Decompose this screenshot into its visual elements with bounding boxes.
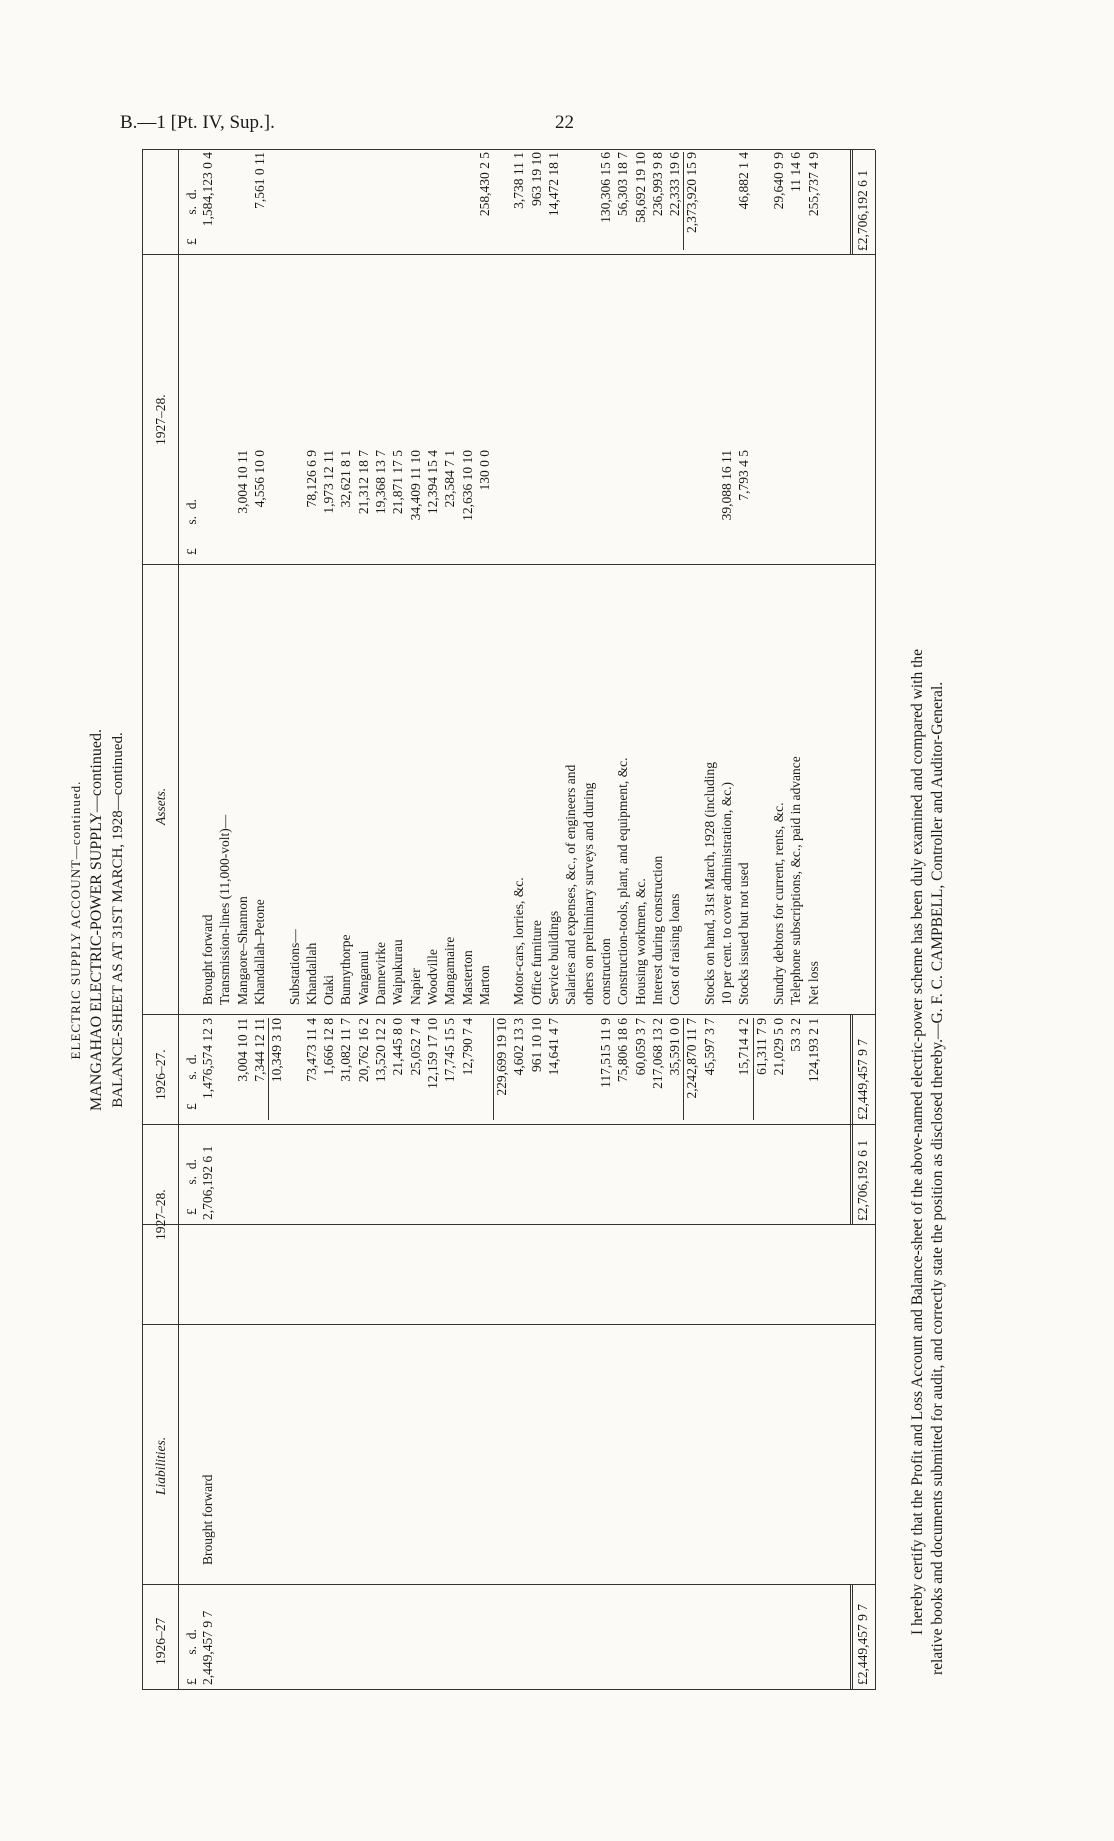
asset-label: Cost of raising loans <box>667 893 683 1005</box>
asset-label: Marton <box>476 965 492 1005</box>
asset-inner-amount: 3,004 10 11 <box>234 450 250 514</box>
asset-prev-amount: 45,597 3 7 <box>701 1018 717 1076</box>
asset-label: Dannevirke <box>373 942 388 1005</box>
asset-prev-amount: 3,004 10 11 <box>234 1018 250 1082</box>
balance-sheet-title: BALANCE-SHEET AS AT 31ST MARCH, 1928—continued. <box>110 732 126 1108</box>
asset-curr-amount: 14,472 18 1 <box>546 152 561 217</box>
asset-curr-total: £2,706,192 6 1 <box>855 170 870 251</box>
asset-prev-amount: 31,082 11 7 <box>338 1018 354 1082</box>
certification-line-1: I hereby certify that the Profit and Loss Account and Balance-sheet of the above-named electric-power scheme has been duly examined and compared with the <box>909 648 926 1635</box>
asset-inner-amount: 34,409 11 10 <box>407 450 423 521</box>
asset-inner-amount: 130 0 0 <box>476 450 492 491</box>
subtotal-rule <box>683 152 684 250</box>
asset-inner-amount: 78,126 6 9 <box>303 450 319 508</box>
asset-inner-amount: 12,636 10 10 <box>459 450 475 521</box>
table-right-rule <box>142 149 875 150</box>
liab-brought-forward: Brought forward <box>200 1474 215 1565</box>
col-rule <box>142 254 875 255</box>
col-header-asset-curr: 1927–28. <box>153 394 168 445</box>
asset-inner-amount: 19,368 13 7 <box>373 450 388 515</box>
asset-inner-amount: 23,584 7 1 <box>442 450 458 508</box>
asset-inner-amount: 21,312 18 7 <box>355 450 371 515</box>
asset-label: Wanganui <box>355 950 371 1005</box>
asset-label: Khandallah <box>303 942 319 1005</box>
asset-prev-amount: 1,666 12 8 <box>321 1018 337 1076</box>
total-rule <box>850 150 853 255</box>
asset-curr-amount: 2,373,920 15 9 <box>684 152 700 233</box>
asset-label: Bunnythorpe <box>338 934 354 1005</box>
asset-prev-amount: 13,520 12 2 <box>373 1018 388 1083</box>
asset-label: Stocks issued but not used <box>736 862 752 1005</box>
asset-label: Sundry debtors for current, rents, &c. <box>770 802 786 1005</box>
asset-curr-amount: 130,306 15 6 <box>597 152 613 223</box>
asset-label: Service buildings <box>546 910 561 1005</box>
asset-label: Net loss <box>805 961 821 1005</box>
asset-curr-amount: 58,692 19 10 <box>632 152 648 223</box>
asset-label: Woodville <box>424 949 440 1005</box>
col-header-liabilities: Liabilities. <box>153 1436 168 1495</box>
asset-prev-amount: 7,344 12 11 <box>251 1018 267 1082</box>
asset-prev-amount: 10,349 3 10 <box>269 1018 285 1083</box>
currency-heading: £ s. d. <box>184 1159 199 1215</box>
asset-curr-amount: 46,882 1 4 <box>736 152 752 210</box>
currency-heading: £ s. d. <box>184 189 199 245</box>
asset-prev-amount: 4,602 13 3 <box>511 1018 527 1076</box>
col-header-assets: Assets. <box>153 787 168 825</box>
asset-curr-amount: 963 19 10 <box>528 152 544 206</box>
asset-prev-amount: 17,745 15 5 <box>442 1018 458 1083</box>
liab-prev-total: £2,449,457 9 7 <box>855 1604 870 1685</box>
asset-curr-amount: 3,738 11 1 <box>511 152 527 209</box>
col-rule <box>142 564 875 565</box>
asset-label: Khandallah–Petone <box>251 899 267 1005</box>
total-rule <box>850 1015 853 1125</box>
asset-label: construction <box>597 938 613 1005</box>
asset-curr-amount: 22,333 19 6 <box>667 152 683 217</box>
rotated-balance-sheet <box>60 95 1060 1695</box>
asset-label: Housing workmen, &c. <box>632 878 648 1005</box>
page-number: 22 <box>555 112 574 133</box>
asset-curr-amount: 56,303 18 7 <box>615 152 631 217</box>
asset-curr-amount: 7,561 0 11 <box>251 152 267 209</box>
page-header-reference: B.—1 [Pt. IV, Sup.]. <box>120 112 275 133</box>
asset-prev-amount: 21,445 8 0 <box>390 1018 406 1076</box>
currency-heading: £ s. d. <box>184 499 199 555</box>
asset-prev-amount: 124,193 2 1 <box>805 1018 821 1083</box>
asset-label: Stocks on hand, 31st March, 1928 (including <box>701 762 717 1005</box>
asset-prev-amount: 61,311 7 9 <box>753 1018 769 1075</box>
asset-label: others on preliminary surveys and during <box>580 782 596 1005</box>
asset-prev-amount: 25,052 7 4 <box>407 1018 423 1076</box>
asset-label: Brought forward <box>200 914 215 1005</box>
header-rule <box>178 150 179 1690</box>
asset-curr-amount: 236,993 9 8 <box>649 152 665 217</box>
total-rule <box>850 1585 853 1690</box>
asset-prev-amount: 2,242,870 11 7 <box>684 1018 700 1099</box>
asset-inner-amount: 4,556 10 0 <box>251 450 267 508</box>
asset-label: Motor-cars, lorries, &c. <box>511 877 527 1005</box>
asset-prev-amount: 14,641 4 7 <box>546 1018 561 1076</box>
asset-inner-amount: 39,088 16 11 <box>719 450 734 521</box>
asset-prev-total: £2,449,457 9 7 <box>855 1039 870 1120</box>
asset-curr-amount: 1,584,123 0 4 <box>200 152 215 227</box>
subtotal-rule <box>493 1018 494 1120</box>
asset-prev-amount: 75,806 18 6 <box>615 1018 631 1083</box>
scheme-title: MANGAHAO ELECTRIC-POWER SUPPLY—continued. <box>88 729 105 1111</box>
asset-prev-amount: 60,059 3 7 <box>632 1018 648 1076</box>
subtotal-rule <box>683 1018 684 1120</box>
asset-prev-amount: 12,159 17 10 <box>424 1018 440 1089</box>
subtotal-rule <box>753 1018 754 1120</box>
asset-prev-amount: 217,068 13 2 <box>649 1018 665 1089</box>
asset-inner-amount: 21,871 17 5 <box>390 450 406 515</box>
asset-inner-amount: 7,793 4 5 <box>736 450 752 501</box>
asset-prev-amount: 961 10 10 <box>528 1018 544 1072</box>
asset-prev-amount: 73,473 11 4 <box>303 1018 319 1082</box>
subtotal-rule <box>268 1018 269 1120</box>
asset-label: Construction-tools, plant, and equipment, &c. <box>615 757 631 1005</box>
asset-inner-amount: 1,973 12 11 <box>321 450 337 514</box>
asset-curr-amount: 258,430 2 5 <box>476 152 492 217</box>
asset-prev-amount: 20,762 16 2 <box>355 1018 371 1083</box>
asset-prev-amount: 35,591 0 0 <box>667 1018 683 1076</box>
asset-prev-amount: 1,476,574 12 3 <box>200 1018 215 1099</box>
asset-inner-amount: 12,394 15 4 <box>424 450 440 515</box>
currency-heading: £ s. d. <box>184 1054 199 1110</box>
certification-line-2: relative books and documents submitted for audit, and correctly state the position as disclosed thereby.—G. F. C. CAMPBELL, Controller and Auditor-General. <box>929 681 946 1675</box>
liab-curr-amount: 2,706,192 6 1 <box>200 1145 215 1220</box>
asset-label: 10 per cent. to cover administration, &c.) <box>719 781 734 1005</box>
table-bottom-rule <box>875 150 876 1690</box>
table-top-rule <box>142 150 143 1690</box>
table-left-rule <box>142 1689 875 1690</box>
col-rule <box>142 1014 875 1015</box>
total-rule <box>850 1125 853 1225</box>
asset-curr-amount: 11 14 6 <box>788 152 804 192</box>
asset-prev-amount: 15,714 4 2 <box>736 1018 752 1076</box>
asset-label: Otaki <box>321 975 337 1005</box>
asset-label: Salaries and expenses, &c., of engineers and <box>563 764 579 1005</box>
asset-label: Mangaore–Shannon <box>234 896 250 1005</box>
col-rule <box>142 1224 875 1225</box>
asset-label: Masterton <box>459 950 475 1005</box>
asset-label: Napier <box>407 968 423 1005</box>
account-title: ELECTRIC SUPPLY ACCOUNT—continued. <box>68 780 83 1060</box>
asset-label: Transmission-lines (11,000-volt)— <box>217 814 233 1005</box>
col-header-asset-prev: 1926–27. <box>153 1049 168 1100</box>
asset-label: Office furniture <box>528 920 544 1005</box>
col-header-liab-prev: 1926–27 <box>153 1617 168 1665</box>
currency-heading: £ s. d. <box>184 1629 199 1685</box>
asset-prev-amount: 117,515 11 9 <box>597 1018 613 1088</box>
col-rule <box>142 1584 875 1585</box>
asset-prev-amount: 53 3 2 <box>788 1018 804 1052</box>
asset-label: Telephone subscriptions, &c., paid in advance <box>788 756 804 1005</box>
col-rule <box>142 1324 875 1325</box>
col-header-liab-curr: 1927–28. <box>153 1189 168 1240</box>
liab-curr-total: £2,706,192 6 1 <box>855 1140 870 1221</box>
asset-prev-amount: 12,790 7 4 <box>459 1018 475 1076</box>
col-rule <box>142 1124 875 1125</box>
asset-prev-amount: 229,699 19 10 <box>494 1018 510 1096</box>
asset-inner-amount: 32,621 8 1 <box>338 450 354 508</box>
asset-curr-amount: 255,737 4 9 <box>805 152 821 217</box>
asset-curr-amount: 29,640 9 9 <box>770 152 786 210</box>
liab-prev-amount: 2,449,457 9 7 <box>200 1610 215 1685</box>
asset-label: Waipukurau <box>390 939 406 1005</box>
asset-label: Substations— <box>286 929 302 1005</box>
asset-label: Interest during construction <box>649 855 665 1005</box>
asset-prev-amount: 21,029 5 0 <box>770 1018 786 1076</box>
asset-label: Mangamaire <box>442 936 458 1005</box>
